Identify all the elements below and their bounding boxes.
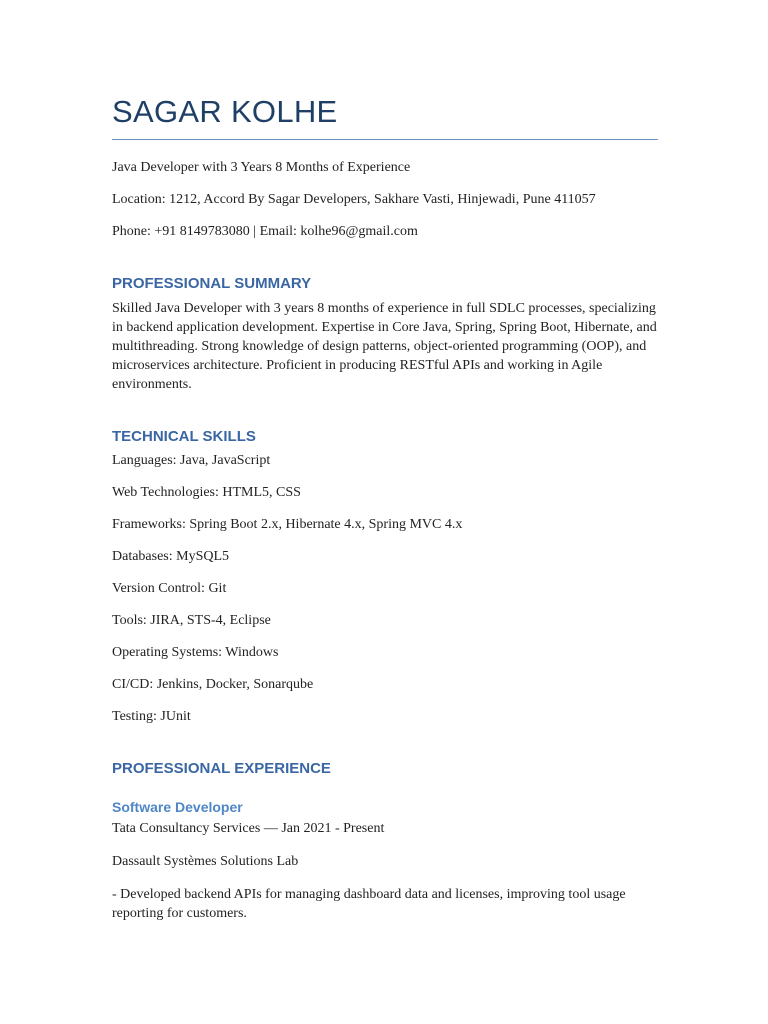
skill-item: Databases: MySQL5 <box>112 549 230 564</box>
skill-item: Tools: JIRA, STS-4, Eclipse <box>112 613 271 628</box>
tagline: Java Developer with 3 Years 8 Months of Experience <box>112 160 411 175</box>
skill-item: CI/CD: Jenkins, Docker, Sonarqube <box>112 677 314 692</box>
summary-text: Skilled Java Developer with 3 years 8 months of experience in full SDLC processes, specializing in backend application development. Expertise in Core Java, Spring, Spring Boot, Hibernate, and multithreading. Strong knowledge of design patterns, object-oriented programming (OOP), and microservices architecture. Proficient in producing RESTful APIs and working in Agile environments. <box>112 301 657 392</box>
job-bullet: - Developed backend APIs for managing dashboard data and licenses, improving tool usage reporting for customers. <box>112 887 626 921</box>
contact-line: Phone: +91 8149783080 | Email: kolhe96@gmail.com <box>112 224 418 239</box>
skill-item: Languages: Java, JavaScript <box>112 453 271 468</box>
skills-heading: TECHNICAL SKILLS <box>112 428 256 445</box>
experience-heading: PROFESSIONAL EXPERIENCE <box>112 760 331 777</box>
summary-heading: PROFESSIONAL SUMMARY <box>112 275 312 292</box>
job-title: Software Developer <box>112 799 243 815</box>
skill-item: Web Technologies: HTML5, CSS <box>112 485 301 500</box>
header-divider <box>112 139 658 140</box>
job-client: Dassault Systèmes Solutions Lab <box>112 854 299 869</box>
candidate-name: SAGAR KOLHE <box>112 94 338 129</box>
skill-item: Operating Systems: Windows <box>112 645 279 660</box>
job-company-line: Tata Consultancy Services — Jan 2021 - Present <box>112 821 385 836</box>
skill-item: Version Control: Git <box>112 581 227 596</box>
skill-item: Frameworks: Spring Boot 2.x, Hibernate 4.x, Spring MVC 4.x <box>112 517 463 532</box>
location-line: Location: 1212, Accord By Sagar Developers, Sakhare Vasti, Hinjewadi, Pune 411057 <box>112 192 596 207</box>
skill-item: Testing: JUnit <box>112 709 191 724</box>
